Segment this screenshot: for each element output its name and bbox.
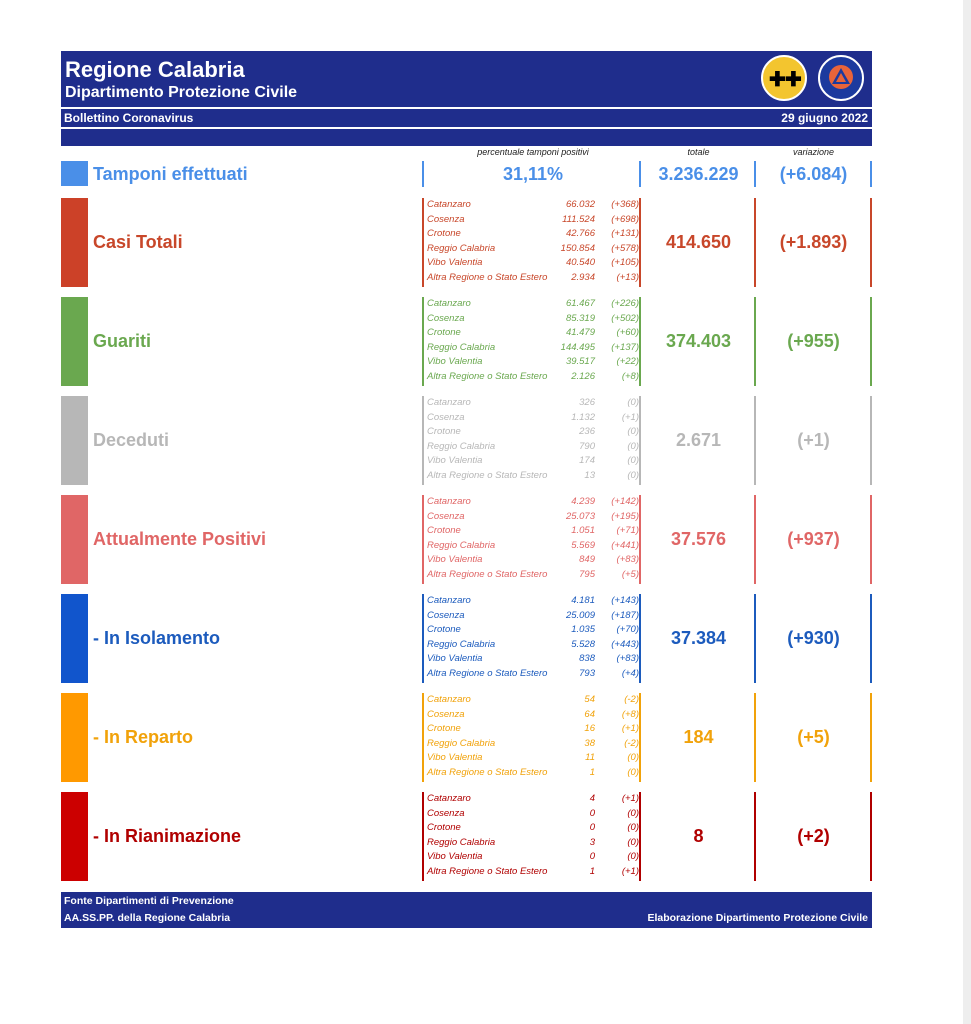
tests-color-block <box>61 161 88 186</box>
province-row <box>427 213 639 228</box>
province-row <box>427 836 639 851</box>
section-color-block <box>61 396 88 485</box>
bulletin-footer <box>61 892 872 928</box>
province-value: 16 <box>584 723 595 735</box>
province-value: 42.766 <box>565 228 595 240</box>
section-total: 2.671 <box>675 430 722 450</box>
section-label: - In Rianimazione <box>93 826 242 846</box>
province-delta: (0) <box>627 752 639 764</box>
province-name: Vibo Valentia <box>427 257 483 269</box>
stat-section <box>61 495 872 584</box>
footer-source-line1: Fonte Dipartimenti di Prevenzione <box>64 895 234 907</box>
province-name: Crotone <box>427 327 461 339</box>
province-name: Vibo Valentia <box>427 554 483 566</box>
section-total: 37.576 <box>670 529 727 549</box>
regione-calabria-crest-icon: ✚ ✚ <box>761 55 807 101</box>
province-row <box>427 326 639 341</box>
province-delta: (0) <box>627 807 639 819</box>
tests-divider <box>422 161 424 187</box>
province-row <box>427 510 639 525</box>
stat-section <box>61 792 872 881</box>
tests-divider <box>870 161 872 187</box>
bulletin-date: 29 giugno 2022 <box>781 111 868 125</box>
province-value: 236 <box>579 426 595 438</box>
section-color-block <box>61 297 88 386</box>
province-value: 1 <box>589 865 595 877</box>
province-delta: (0) <box>627 822 639 834</box>
section-label: - In Reparto <box>93 727 194 747</box>
province-value: 150.854 <box>560 242 595 254</box>
section-variation: (+1) <box>797 430 830 450</box>
province-delta: (+83) <box>616 653 639 665</box>
province-name: Crotone <box>427 723 461 735</box>
province-row <box>427 594 639 609</box>
province-row <box>427 865 639 880</box>
province-row <box>427 469 639 484</box>
province-row <box>427 652 639 667</box>
province-value: 85.319 <box>565 312 595 324</box>
province-delta: (+441) <box>611 539 639 551</box>
province-value: 11 <box>585 752 595 764</box>
province-delta: (+578) <box>611 242 639 254</box>
province-delta: (+13) <box>616 271 639 283</box>
province-row <box>427 609 639 624</box>
section-variation: (+2) <box>797 826 830 846</box>
province-name: Reggio Calabria <box>427 341 496 353</box>
province-name: Reggio Calabria <box>427 836 496 848</box>
stat-section <box>61 198 872 287</box>
province-name: Altra Regione o Stato Estero <box>427 667 548 679</box>
section-total: 184 <box>683 727 714 747</box>
province-name: Reggio Calabria <box>427 440 496 452</box>
section-total: 414.650 <box>665 232 732 252</box>
province-name: Altra Regione o Stato Estero <box>427 370 548 382</box>
province-value: 41.479 <box>565 327 595 339</box>
province-name: Vibo Valentia <box>427 653 483 665</box>
province-name: Altra Regione o Stato Estero <box>427 568 548 580</box>
section-total: 37.384 <box>670 628 727 648</box>
province-row <box>427 821 639 836</box>
province-value: 5.569 <box>571 539 595 551</box>
province-delta: (+8) <box>621 370 639 382</box>
province-name: Catanzaro <box>427 496 471 507</box>
section-variation: (+937) <box>787 529 840 549</box>
section-variation: (+5) <box>797 727 830 747</box>
province-delta: (+698) <box>611 213 639 225</box>
province-row <box>427 667 639 682</box>
bulletin-label: Bollettino Coronavirus <box>64 111 194 125</box>
province-value: 38 <box>584 737 595 749</box>
province-delta: (+187) <box>611 609 639 621</box>
tests-row <box>61 159 872 189</box>
province-row <box>427 370 639 385</box>
province-name: Cosenza <box>427 213 465 225</box>
province-name: Catanzaro <box>427 298 471 309</box>
province-delta: (-2) <box>624 737 639 749</box>
province-delta: (+8) <box>621 708 639 720</box>
section-color-block <box>61 198 88 287</box>
province-delta: (+60) <box>616 327 639 339</box>
province-delta: (0) <box>627 455 639 467</box>
province-delta: (+71) <box>616 525 639 537</box>
province-name: Cosenza <box>427 609 465 621</box>
province-name: Vibo Valentia <box>427 455 483 467</box>
province-name: Reggio Calabria <box>427 539 496 551</box>
province-name: Reggio Calabria <box>427 737 496 749</box>
footer-source-line2: AA.SS.PP. della Regione Calabria <box>64 912 231 924</box>
province-value: 39.517 <box>565 356 595 368</box>
province-value: 13 <box>584 469 595 481</box>
province-value: 0 <box>589 822 595 834</box>
province-name: Cosenza <box>427 807 465 819</box>
province-value: 3 <box>589 836 595 848</box>
province-row <box>427 256 639 271</box>
province-delta: (+195) <box>611 510 639 522</box>
province-value: 326 <box>579 397 595 408</box>
province-name: Crotone <box>427 624 461 636</box>
province-row <box>427 355 639 370</box>
province-name: Reggio Calabria <box>427 638 496 650</box>
province-name: Altra Regione o Stato Estero <box>427 865 548 877</box>
province-name: Vibo Valentia <box>427 356 483 368</box>
section-divider <box>422 297 424 386</box>
province-row <box>427 524 639 539</box>
province-value: 795 <box>579 568 595 580</box>
province-name: Cosenza <box>427 411 465 423</box>
footer-credit: Elaborazione Dipartimento Protezione Civile <box>647 912 868 924</box>
province-value: 174 <box>579 455 595 467</box>
province-value: 849 <box>579 554 595 566</box>
section-color-block <box>61 792 88 881</box>
province-row <box>427 792 639 807</box>
province-delta: (+83) <box>616 554 639 566</box>
stat-section <box>61 297 872 386</box>
province-name: Cosenza <box>427 510 465 522</box>
province-breakdown <box>427 792 639 880</box>
province-delta: (+131) <box>611 228 639 240</box>
province-name: Catanzaro <box>427 793 471 804</box>
province-row <box>427 312 639 327</box>
section-label: Casi Totali <box>93 232 183 252</box>
section-divider <box>422 198 424 287</box>
province-value: 25.073 <box>565 510 595 522</box>
province-breakdown <box>427 693 639 781</box>
province-row <box>427 440 639 455</box>
province-breakdown <box>427 594 639 682</box>
province-row <box>427 495 639 510</box>
province-row <box>427 807 639 822</box>
province-row <box>427 341 639 356</box>
province-value: 61.467 <box>565 298 595 309</box>
section-divider <box>422 495 424 584</box>
province-delta: (+137) <box>611 341 639 353</box>
province-value: 0 <box>589 851 595 863</box>
province-breakdown <box>427 297 639 385</box>
province-name: Cosenza <box>427 708 465 720</box>
province-row <box>427 242 639 257</box>
section-divider <box>422 594 424 683</box>
province-row <box>427 766 639 781</box>
section-divider <box>422 792 424 881</box>
section-label: Deceduti <box>93 430 170 450</box>
province-delta: (+5) <box>621 568 639 580</box>
province-row <box>427 737 639 752</box>
header-subtitle: Dipartimento Protezione Civile <box>65 84 298 101</box>
section-total: 374.403 <box>665 331 732 351</box>
province-row <box>427 198 639 213</box>
tests-variation: (+6.084) <box>779 164 848 184</box>
positivity-column-header: percentuale tamponi positivi <box>477 147 589 157</box>
province-delta: (-2) <box>624 694 639 705</box>
section-label: - In Isolamento <box>93 628 221 648</box>
province-row <box>427 708 639 723</box>
province-name: Altra Regione o Stato Estero <box>427 766 548 778</box>
province-delta: (+142) <box>611 496 639 507</box>
province-delta: (+1) <box>621 411 639 423</box>
province-value: 64 <box>584 708 595 720</box>
province-value: 1.132 <box>571 411 595 423</box>
section-variation: (+955) <box>787 331 840 351</box>
province-delta: (0) <box>627 766 639 778</box>
province-row <box>427 751 639 766</box>
section-divider <box>422 693 424 782</box>
province-name: Crotone <box>427 228 461 240</box>
tests-label: Tamponi effettuati <box>93 164 248 184</box>
protezione-civile-logo-icon <box>818 55 864 101</box>
province-row <box>427 539 639 554</box>
province-value: 25.009 <box>565 609 595 621</box>
section-color-block <box>61 495 88 584</box>
province-row <box>427 850 639 865</box>
province-name: Altra Regione o Stato Estero <box>427 271 548 283</box>
province-value: 40.540 <box>565 257 595 269</box>
province-delta: (+1) <box>621 865 639 877</box>
province-row <box>427 297 639 312</box>
province-name: Catanzaro <box>427 694 471 705</box>
section-variation: (+1.893) <box>779 232 848 252</box>
section-color-block <box>61 594 88 683</box>
province-name: Vibo Valentia <box>427 851 483 863</box>
province-delta: (0) <box>627 397 639 408</box>
province-name: Catanzaro <box>427 397 471 408</box>
province-value: 54 <box>584 694 595 705</box>
section-total: 8 <box>693 826 704 846</box>
bulletin-subheader <box>61 109 872 127</box>
province-row <box>427 425 639 440</box>
header-band <box>61 129 872 146</box>
province-value: 1 <box>589 766 595 778</box>
province-value: 790 <box>579 440 595 452</box>
province-row <box>427 271 639 286</box>
province-delta: (+70) <box>616 624 639 636</box>
bulletin-header <box>61 51 872 107</box>
province-row <box>427 396 639 411</box>
province-delta: (0) <box>627 836 639 848</box>
province-name: Crotone <box>427 525 461 537</box>
province-row <box>427 638 639 653</box>
province-breakdown <box>427 198 639 286</box>
province-delta: (+22) <box>616 356 639 368</box>
section-color-block <box>61 693 88 782</box>
province-delta: (0) <box>627 440 639 452</box>
province-delta: (+4) <box>621 667 639 679</box>
province-delta: (0) <box>627 469 639 481</box>
province-value: 793 <box>579 667 595 679</box>
province-name: Catanzaro <box>427 199 471 210</box>
province-value: 4.239 <box>571 496 595 507</box>
stat-section <box>61 594 872 683</box>
province-delta: (+368) <box>611 199 639 210</box>
stat-section <box>61 693 872 782</box>
tests-total: 3.236.229 <box>658 164 739 184</box>
province-name: Catanzaro <box>427 595 471 606</box>
province-row <box>427 553 639 568</box>
province-delta: (+226) <box>611 298 639 309</box>
province-row <box>427 411 639 426</box>
province-delta: (+1) <box>621 793 639 804</box>
variation-column-header: variazione <box>792 147 835 157</box>
province-row <box>427 227 639 242</box>
stat-section <box>61 396 872 485</box>
province-value: 1.035 <box>571 624 595 636</box>
province-value: 838 <box>579 653 595 665</box>
province-breakdown <box>427 495 639 583</box>
province-delta: (+443) <box>611 638 639 650</box>
province-value: 66.032 <box>565 199 595 210</box>
province-value: 144.495 <box>560 341 595 353</box>
section-divider <box>422 396 424 485</box>
province-value: 111.524 <box>562 213 595 225</box>
header-title: Regione Calabria <box>65 57 245 82</box>
province-delta: (0) <box>627 426 639 438</box>
province-row <box>427 693 639 708</box>
province-delta: (+502) <box>611 312 639 324</box>
province-value: 5.528 <box>571 638 595 650</box>
section-variation: (+930) <box>787 628 840 648</box>
province-row <box>427 722 639 737</box>
tests-positivity: 31,11% <box>502 164 564 184</box>
province-row <box>427 454 639 469</box>
province-value: 4 <box>589 793 595 804</box>
province-row <box>427 568 639 583</box>
province-value: 0 <box>589 807 595 819</box>
province-delta: (0) <box>627 851 639 863</box>
province-value: 2.126 <box>571 370 595 382</box>
viewer-scrollbar-track[interactable] <box>963 0 971 1024</box>
province-name: Vibo Valentia <box>427 752 483 764</box>
province-name: Reggio Calabria <box>427 242 496 254</box>
province-breakdown <box>427 396 639 484</box>
section-label: Guariti <box>93 331 152 351</box>
total-column-header: totale <box>687 147 710 157</box>
province-delta: (+1) <box>621 723 639 735</box>
province-value: 2.934 <box>571 271 595 283</box>
province-name: Crotone <box>427 822 461 834</box>
province-name: Crotone <box>427 426 461 438</box>
province-delta: (+105) <box>611 257 639 269</box>
province-name: Cosenza <box>427 312 465 324</box>
province-delta: (+143) <box>611 595 639 606</box>
province-name: Altra Regione o Stato Estero <box>427 469 548 481</box>
province-row <box>427 623 639 638</box>
province-value: 1.051 <box>571 525 595 537</box>
province-value: 4.181 <box>571 595 595 606</box>
section-label: Attualmente Positivi <box>93 529 267 549</box>
